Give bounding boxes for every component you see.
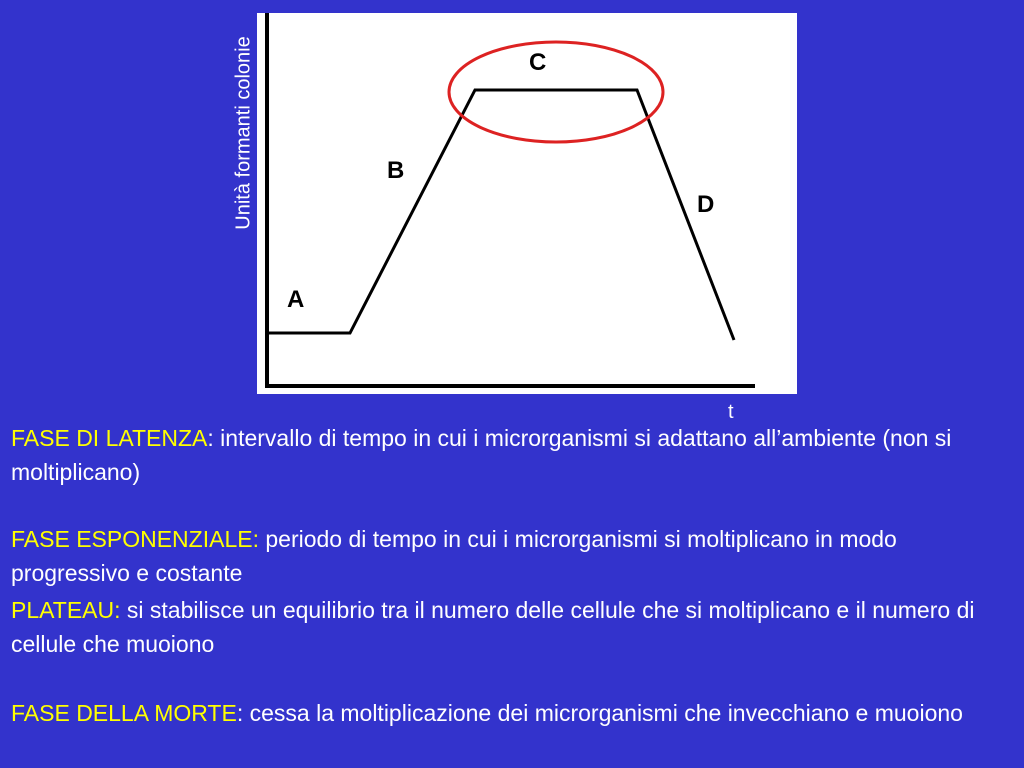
definition-plateau bbox=[11, 593, 1016, 661]
definition-latency-phase bbox=[11, 421, 1016, 489]
growth-curve-svg bbox=[257, 13, 797, 394]
definition-text-plateau: si stabilisce un equilibrio tra il numero delle cellule che si moltiplicano e il numero di cellule che muoiono bbox=[11, 597, 975, 657]
term-plateau: PLATEAU: bbox=[11, 597, 121, 623]
definition-death-phase bbox=[11, 696, 1016, 730]
term-exponential-phase: FASE ESPONENZIALE: bbox=[11, 526, 259, 552]
growth-curve-line bbox=[269, 90, 734, 340]
phase-label-b: B bbox=[387, 157, 405, 184]
y-axis-label: Unità formanti colonie bbox=[232, 36, 255, 230]
phase-label-a: A bbox=[287, 286, 305, 313]
growth-curve-diagram bbox=[257, 13, 797, 394]
definition-exponential-phase bbox=[11, 522, 1016, 590]
term-latency-phase: FASE DI LATENZA bbox=[11, 425, 208, 451]
definition-text-death-phase: : cessa la moltiplicazione dei microrganismi che invecchiano e muoiono bbox=[236, 700, 963, 726]
phase-label-c: C bbox=[529, 49, 547, 76]
phase-label-d: D bbox=[697, 191, 715, 218]
x-axis-label: t bbox=[728, 401, 734, 423]
definition-text-latency-phase: : intervallo di tempo in cui i microrganismi si adattano all’ambiente (non si moltiplicano) bbox=[11, 425, 952, 485]
plateau-highlight-circle bbox=[449, 42, 663, 142]
term-death-phase: FASE DELLA MORTE bbox=[11, 700, 237, 726]
definition-text-exponential-phase: periodo di tempo in cui i microrganismi si moltiplicano in modo progressivo e costante bbox=[11, 526, 897, 586]
